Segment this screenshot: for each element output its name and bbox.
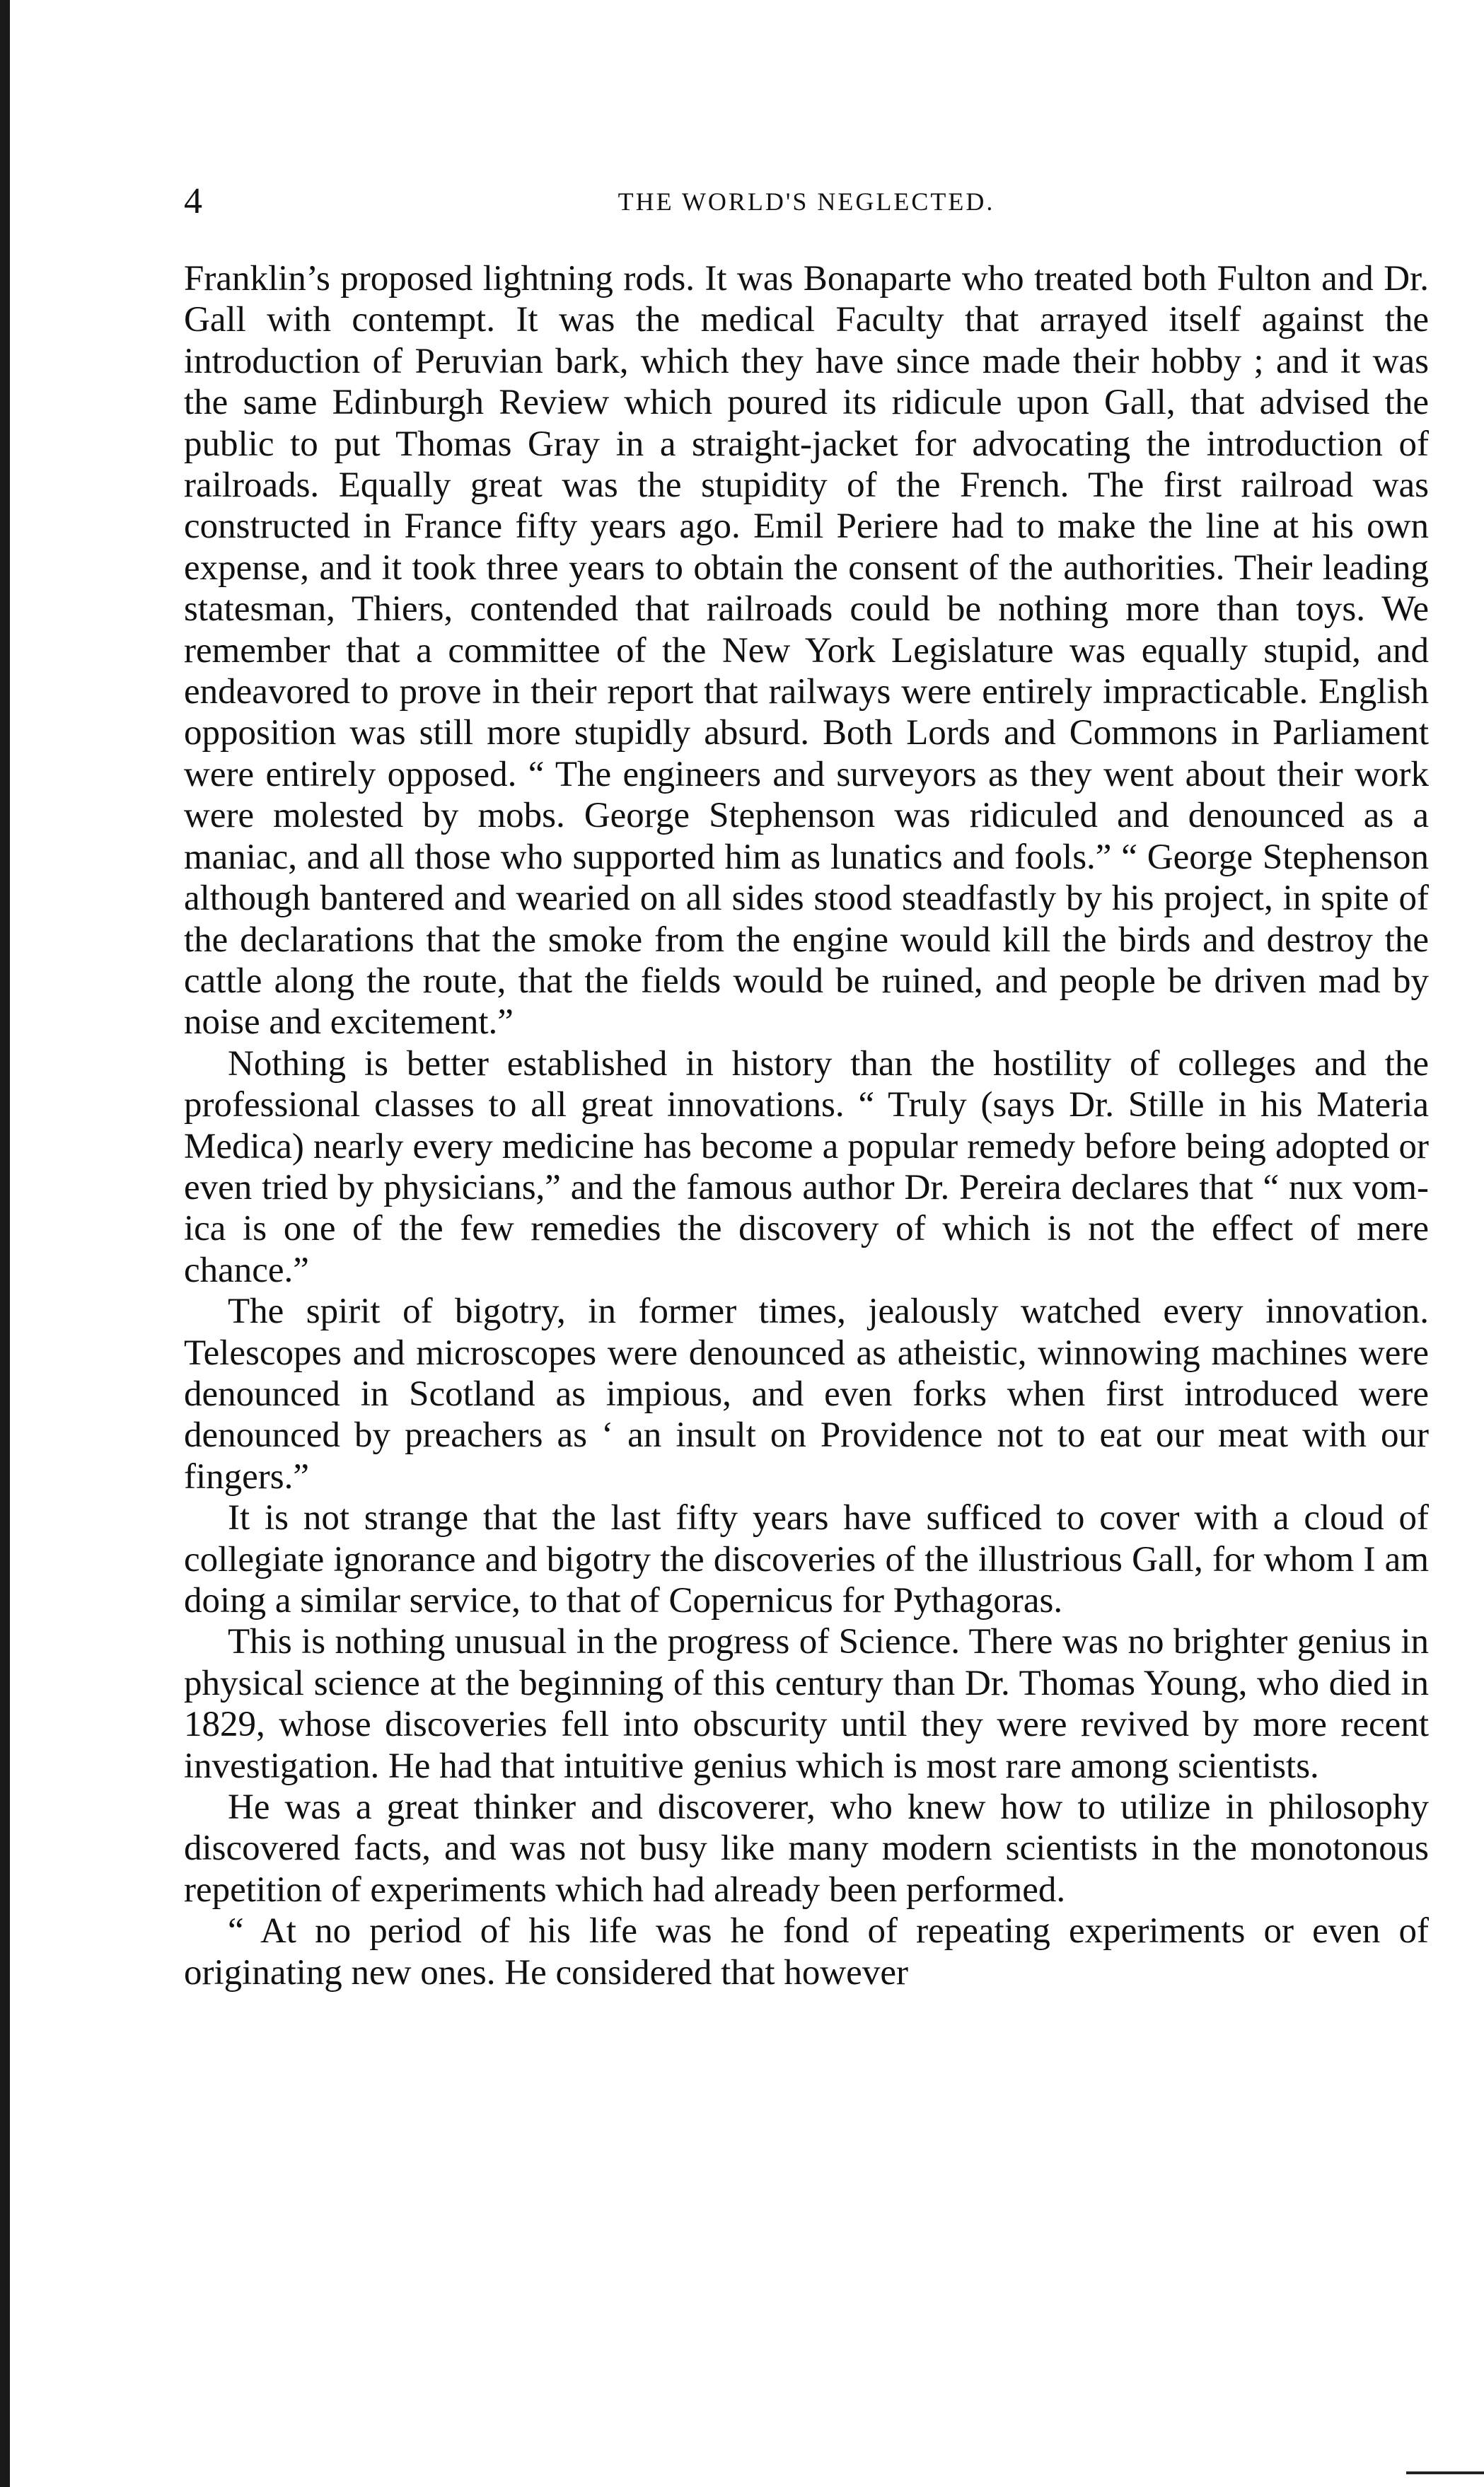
body-text bbox=[184, 258, 1429, 1993]
bottom-edge-mark bbox=[1406, 2471, 1484, 2474]
paragraph-thinker: He was a great thinker and discoverer, who knew how to utilize in philosophy discovered facts, and was not busy like many modern scientists in the monotonous repetition of experiments which had already been performed. bbox=[184, 1787, 1429, 1910]
book-page bbox=[184, 173, 1429, 1993]
paragraph-bigotry: The spirit of bigotry, in former times, jealously watched every innovation. Telescopes and microscopes were denounced as atheistic, winnowing machines were denounced in Scotland as impious, and even forks when first introduced were denounced by preachers as ‘ an insult on Providence not to eat our meat with our fingers.” bbox=[184, 1292, 1429, 1497]
paragraph-gall: It is not strange that the last fifty years have sufficed to cover with a cloud of collegiate ignorance and bigotry the discoveries of the illustrious Gall, for whom I am doing a similar service, to that of Copernicus for Pythagoras. bbox=[184, 1498, 1429, 1621]
running-title: THE WORLD'S NEGLECTED. bbox=[618, 187, 995, 216]
paragraph-experiments: “ At no period of his life was he fond of repeating experiments or even of originating new ones. He considered that however bbox=[184, 1911, 1429, 1993]
paragraph-colleges: Nothing is better established in history than the hostility of colleges and the professional classes to all great innovations. “ Truly (says Dr. Stille in his Materia Medica) nearly every medicine has become a popular remedy before being adopted or even tried by physicians,” and the famous author Dr. Pereira declares that “ nux vomica is one of the few remedies the discovery of which is not the effect of mere chance.” bbox=[184, 1043, 1429, 1290]
paragraph-thomas-young: This is nothing unusual in the progress of Science. There was no brighter genius in physical science at the beginning of this century than Dr. Thomas Young, who died in 1829, whose discoveries fell into obscurity until they were revived by more recent investigation. He had that intuitive genius which is most rare among scientists. bbox=[184, 1622, 1429, 1786]
left-margin-rule bbox=[0, 0, 10, 2487]
running-header bbox=[184, 173, 1429, 230]
paragraph-continued: Franklin’s proposed lightning rods. It was Bonaparte who treated both Fulton and Dr. Gall with contempt. It was the medical Faculty that arrayed itself against the introduction of Peruvian bark, which they have since made their hobby ; and it was the same Edinburgh Review which poured its ridicule upon Gall, that advised the public to put Thomas Gray in a straight-jacket for advocating the introduction of railroads. Equally great was the stupidity of the French. The first railroad was constructed in France fifty years ago. Emil Periere had to make the line at his own expense, and it took three years to obtain the consent of the authorities. Their leading statesman, Thiers, contended that railroads could be nothing more than toys. We remember that a committee of the New York Legislature was equally stupid, and endeavored to prove in their report that railways were entirely impracticable. English opposition was still more stupidly absurd. Both Lords and Commons in Parliament were entirely opposed. “ The engineers and surveyors as they went about their work were molested by mobs. George Stephenson was ridiculed and denounced as a maniac, and all those who supported him as lunatics and fools.” “ George Stephenson although bantered and wearied on all sides stood steadfastly by his project, in spite of the declarations that the smoke from the engine would kill the birds and destroy the cattle along the route, that the fields would be ruined, and people be driven mad by noise and excitement.” bbox=[184, 259, 1429, 1043]
page-number: 4 bbox=[184, 181, 202, 221]
